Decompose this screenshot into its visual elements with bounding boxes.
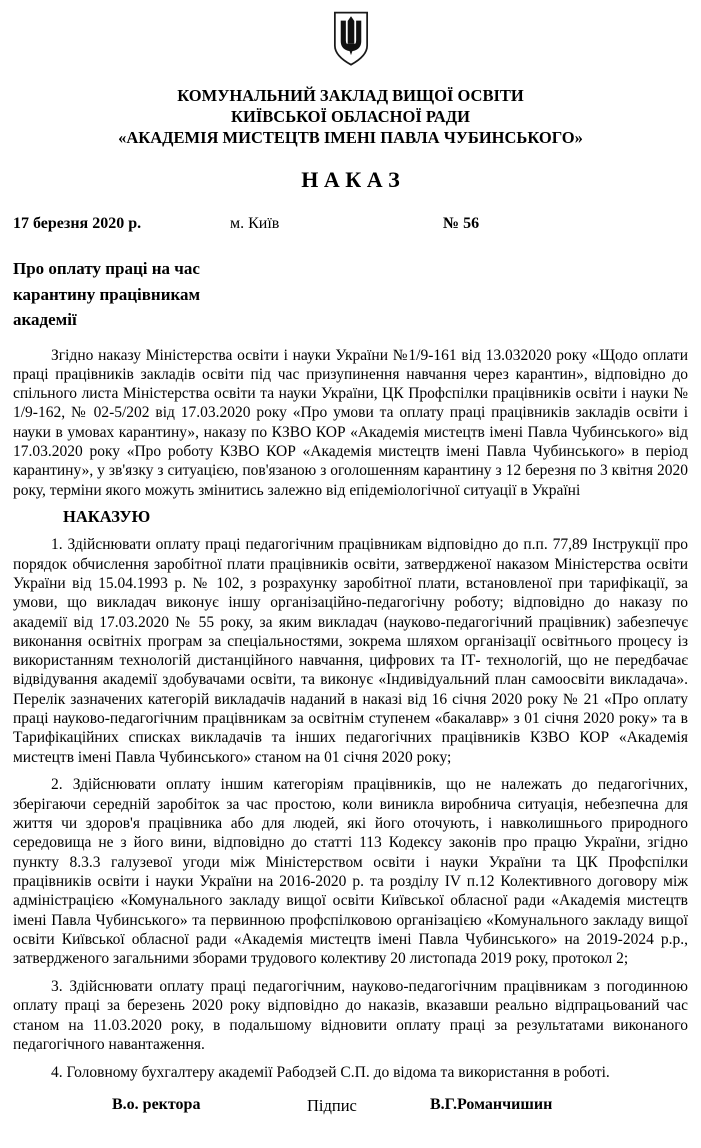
document-number: № 56 (443, 215, 480, 232)
order-item-4: 4. Головному бухгалтеру академії Рабодзей С.П. до відома та використання в роботі. (51, 1063, 610, 1081)
subject-line-3: академії (13, 310, 77, 329)
document-date: 17 березня 2020 р. (13, 215, 142, 232)
org-name-line-2: КИЇВСЬКОЇ ОБЛАСНОЇ РАДИ (231, 107, 470, 126)
signature-label: Підпис (307, 1095, 357, 1115)
order-items (13, 535, 688, 1082)
order-item-1: 1. Здійснювати оплату праці педагогічним працівникам відповідно до п.п. 77,89 Інструкції про порядок обчислення заробітної плати працівників освіти, затвердженої наказом Міністерства освіти України від 15.04.1993 р. № 102, з розрахунку заробітної плати, встановленої при тарифікації, за умови, що викладач виконує іншу організаційно-педагогічну роботу; відповідно до наказу по академії від 17.03.2020 № 55 року, за яким викладач (науково-педагогічний працівник) забезпечує виконання освітніх програм за спеціальностями, зокрема шляхом організації освітнього процесу із використанням технологій дистанційного навчання, цифрових та ІТ- технологій, що не передбачає відвідування академії здобувачами освіти, та виконує «Індивідуальний план самоосвіти викладача». Перелік зазначених категорій викладачів наданий в наказі від 16 січня 2020 року № 21 «Про оплату праці науково-педагогічним працівникам за освітнім ступенем «бакалавр» з 01 січня 2020 року» та в Тарифікаційних списках викладачів та інших педагогічних працівників КЗВО КОР «Академія мистецтв імені Павла Чубинського» станом на 01 січня 2020 року; (13, 536, 688, 766)
organization-header (13, 85, 688, 148)
subject-line-1: Про оплату праці на час (13, 259, 200, 278)
document-place: м. Київ (230, 215, 280, 232)
subject-line-2: карантину працівникам (13, 284, 201, 304)
order-item-2: 2. Здійснювати оплату іншим категоріям працівників, що не належать до педагогічних, зберігаючи середній заробіток за час простою, коли виникла виробнича ситуація, небезпечна для життя чи здоров'я працівника або для людей, які його оточують, і навколишнього природного середовища не з його вини, відповідно до статті 113 Кодексу законів про працю України, згідно пункту 8.3.3 галузевої угоди між Міністерством освіти і науки України та ЦК Профспілки працівників освіти і науки України на 2016-2020 р. та розділу IV п.12 Колективного договору між адміністрацією «Комунального закладу вищої освіти Київської обласної ради «Академія мистецтв імені Павла Чубинського» та первинною профспілковою організацією «Комунального закладу вищої освіти Київської обласної ради «Академія мистецтв імені Павла Чубинського» на 2019-2024 р.р., затвердженого загальними зборами трудового колективу 20 листопада 2019 року, протокол 2; (13, 776, 688, 968)
preamble-paragraph: Згідно наказу Міністерства освіти і науки України №1/9-161 від 13.032020 року «Щодо оплати праці працівників закладів освіти під час призупинення навчання через карантин», відповідно до спільного листа Міністерства освіти та науки України, ЦК Профспілки працівників освіти і науки № 1/9-162, № 02-5/202 від 17.03.2020 року «Про умови та оплату праці працівників закладів освіти і науки в умовах карантину», наказу по КЗВО КОР «Академія мистецтв імені Павла Чубинського» від 17.03.2020 року «Про роботу КЗВО КОР «Академія мистецтв імені Павла Чубинського» в період карантину», у зв'язку з ситуацією, пов'язаною з оголошенням карантину з 12 березня по 3 квітня 2020 року, терміни якого можуть змінитись залежно від епідеміологічної ситуації в Україні (13, 346, 688, 499)
ukraine-trident-icon (329, 10, 373, 68)
document-title: Н А К А З (301, 167, 400, 192)
org-name-line-3: «АКАДЕМІЯ МИСТЕЦТВ ІМЕНІ ПАВЛА ЧУБИНСЬКОГО» (118, 128, 583, 147)
coat-of-arms (13, 10, 688, 70)
resolution-word: НАКАЗУЮ (63, 506, 151, 526)
document-meta-row (13, 215, 688, 235)
document-subject (13, 256, 293, 333)
signature-row (13, 1096, 688, 1118)
signatory-position: В.о. ректора (112, 1095, 201, 1113)
signatory-name: В.Г.Романчишин (430, 1095, 553, 1113)
org-name-line-1: КОМУНАЛЬНИЙ ЗАКЛАД ВИЩОЇ ОСВІТИ (177, 86, 524, 105)
order-item-3: 3. Здійснювати оплату праці педагогічним, науково-педагогічним працівникам з погодинною оплату праці за березень 2020 року відповідно до наказів, вказавши реально відпрацьований час станом на 11.03.2020 року, в подальшому відновити оплату праці за результатами виконаного педагогічного навантаження. (13, 977, 688, 1053)
